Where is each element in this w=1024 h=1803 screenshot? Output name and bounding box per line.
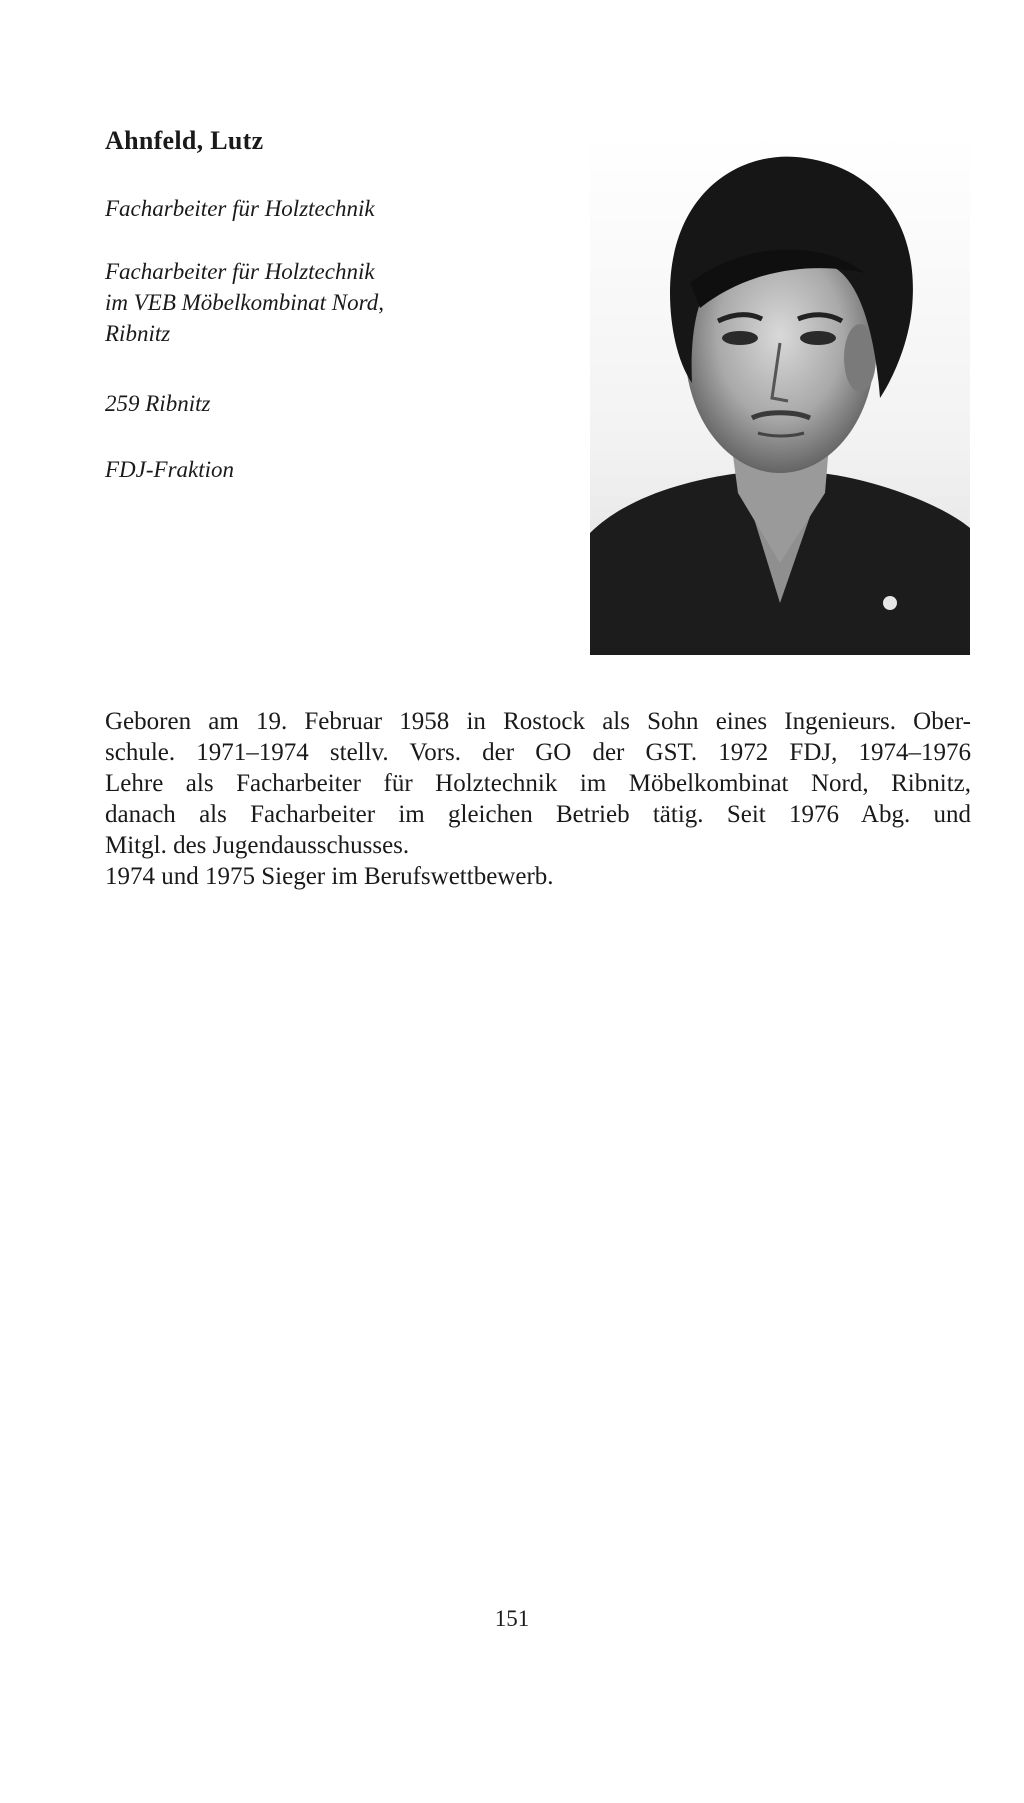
occupation: Facharbeiter für Holztechnik xyxy=(105,196,375,221)
biography-line: Lehre als Facharbeiter für Holztechnik im Möbelkombinat Nord, Ribnitz, xyxy=(105,770,971,797)
biography-text xyxy=(105,706,971,892)
portrait-photo xyxy=(590,133,970,655)
biography-line: schule. 1971–1974 stellv. Vors. der GO der GST. 1972 FDJ, 1974–1976 xyxy=(105,739,971,766)
workplace-line: Ribnitz xyxy=(105,321,171,346)
page-number: 151 xyxy=(494,1606,530,1631)
faction: FDJ-Fraktion xyxy=(105,457,235,482)
biography-line: 1974 und 1975 Sieger im Berufswettbewerb. xyxy=(105,863,554,890)
portrait-image xyxy=(590,133,970,655)
location: 259 Ribnitz xyxy=(105,391,211,416)
workplace-line: Facharbeiter für Holztechnik xyxy=(105,259,375,284)
person-name: Ahnfeld, Lutz xyxy=(105,126,264,155)
workplace xyxy=(105,256,384,349)
biography-line: Geboren am 19. Februar 1958 in Rostock als Sohn eines Ingenieurs. Ober- xyxy=(105,708,971,735)
workplace-line: im VEB Möbelkombinat Nord, xyxy=(105,290,384,315)
biography-line: danach als Facharbeiter im gleichen Betrieb tätig. Seit 1976 Abg. und xyxy=(105,801,971,828)
biography-line: Mitgl. des Jugendausschusses. xyxy=(105,832,410,859)
